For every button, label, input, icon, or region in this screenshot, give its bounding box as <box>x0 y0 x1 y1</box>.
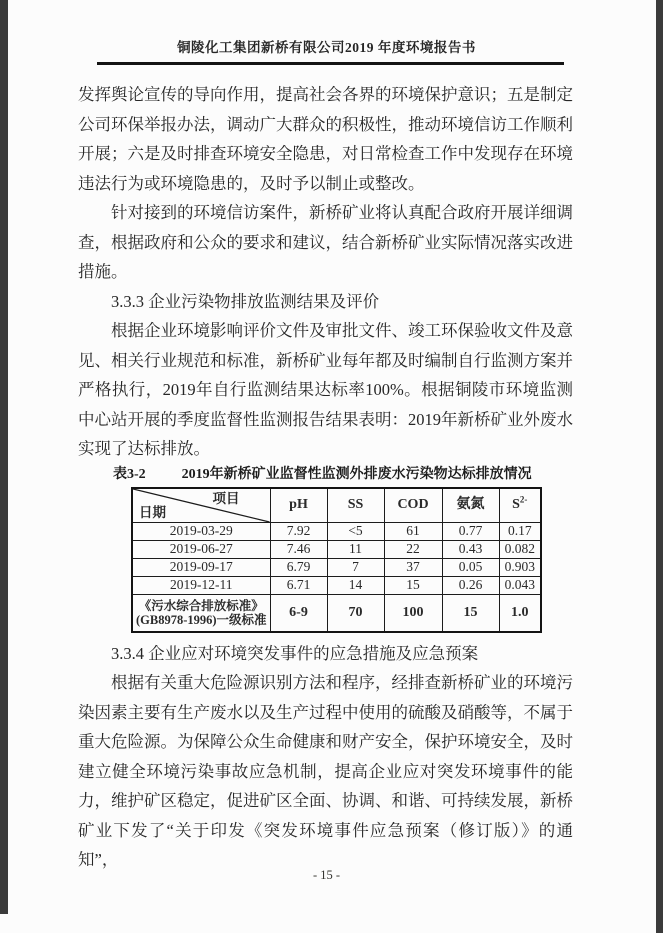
cell-cod: 22 <box>384 540 442 558</box>
document-header-title: 铜陵化工集团新桥有限公司2019 年度环境报告书 <box>177 40 476 55</box>
cell-ss: <5 <box>327 522 384 540</box>
table-caption <box>78 465 573 485</box>
col-header-cod: COD <box>384 488 442 523</box>
col-header-nh3n: 氨氮 <box>442 488 499 523</box>
section-heading-3-3-3: 3.3.3 企业污染物排放监测结果及评价 <box>111 291 380 311</box>
cell-date: 2019-03-29 <box>132 522 270 540</box>
table-row <box>132 540 541 558</box>
cell-s: 1.0 <box>499 594 541 632</box>
cell-ss: 11 <box>327 540 384 558</box>
cell-ss: 14 <box>327 576 384 594</box>
table-row <box>132 522 541 540</box>
cell-s: 0.17 <box>499 522 541 540</box>
section-heading-3-3-4: 3.3.4 企业应对环境突发事件的应急措施及应急预案 <box>111 643 479 663</box>
corner-label-date: 日期 <box>139 504 166 520</box>
cell-ss: 70 <box>327 594 384 632</box>
col-header-ss: SS <box>327 488 384 523</box>
cell-cod: 61 <box>384 522 442 540</box>
sulfide-sup: 2- <box>519 494 528 505</box>
cell-ph: 7.92 <box>270 522 327 540</box>
cell-ss: 7 <box>327 558 384 576</box>
wastewater-monitoring-table <box>131 487 542 633</box>
cell-cod: 15 <box>384 576 442 594</box>
cell-nh3n: 0.26 <box>442 576 499 594</box>
cell-nh3n: 0.05 <box>442 558 499 576</box>
table-caption-label: 表3-2 <box>113 466 146 482</box>
cell-s: 0.903 <box>499 558 541 576</box>
paragraph-emergency: 根据有关重大危险源识别方法和程序，经排查新桥矿业的环境污染因素主要有生产废水以及生产过程中使用的硫酸及硝酸等，不属于重大危险源。为保障公众生命健康和财产安全，保护环境安全，及时建立健全环境污染事故应急机制，提高企业应对突发环境事件的能力，维护矿区稳定，促进矿区全面、协调、和谐、可持续发展，新桥矿业下发了“关于印发《突发环境事件应急预案（修订版）》的通知”， <box>78 673 573 869</box>
table-header-row <box>132 488 541 523</box>
standard-limit-row <box>132 594 541 632</box>
page-number: - 15 - <box>312 868 341 882</box>
cell-s: 0.043 <box>499 576 541 594</box>
cell-standard-label <box>132 594 270 632</box>
cell-date: 2019-12-11 <box>132 576 270 594</box>
page-body <box>78 80 573 875</box>
paragraph-monitoring: 根据企业环境影响评价文件及审批文件、竣工环保验收文件及意见、相关行业规范和标准，新桥矿业每年都及时编制自行监测方案并严格执行，2019年自行监测结果达标率100%。根据铜陵市环境监测中心站开展的季度监督性监测报告结果表明：2019年新桥矿业外废水实现了达标排放。 <box>78 321 573 458</box>
scan-edge-left <box>0 0 8 914</box>
table-row <box>132 558 541 576</box>
cell-ph: 6.79 <box>270 558 327 576</box>
cell-nh3n: 0.77 <box>442 522 499 540</box>
table-caption-title: 2019年新桥矿业监督性监测外排废水污染物达标排放情况 <box>181 466 532 482</box>
cell-date: 2019-06-27 <box>132 540 270 558</box>
cell-nh3n: 15 <box>442 594 499 632</box>
cell-nh3n: 0.43 <box>442 540 499 558</box>
cell-date: 2019-09-17 <box>132 558 270 576</box>
standard-label-line1: 《污水综合排放标准》 <box>138 598 264 613</box>
table-row <box>132 576 541 594</box>
paragraph-complaints: 针对接到的环境信访案件，新桥矿业将认真配合政府开展详细调查，根据政府和公众的要求和建议，结合新桥矿业实际情况落实改进措施。 <box>78 203 573 281</box>
cell-ph: 6-9 <box>270 594 327 632</box>
cell-ph: 6.71 <box>270 576 327 594</box>
col-header-ph: pH <box>270 488 327 523</box>
cell-ph: 7.46 <box>270 540 327 558</box>
col-header-sulfide <box>499 488 541 523</box>
cell-cod: 37 <box>384 558 442 576</box>
diagonal-corner-cell <box>132 488 270 523</box>
corner-label-item: 项目 <box>212 490 240 506</box>
paragraph-continued: 发挥舆论宣传的导向作用，提高社会各界的环境保护意识；五是制定公司环保举报办法，调动广大群众的积极性，推动环境信访工作顺利开展；六是及时排查环境安全隐患，对日常检查工作中发现存在环境违法行为或环境隐患的，及时予以制止或整改。 <box>78 85 573 193</box>
header-divider <box>97 62 564 65</box>
cell-cod: 100 <box>384 594 442 632</box>
cell-s: 0.082 <box>499 540 541 558</box>
standard-label-line2: (GB8978-1996)一级标准 <box>135 612 267 627</box>
scan-edge-right <box>656 0 663 933</box>
sulfide-base: S <box>512 497 520 512</box>
